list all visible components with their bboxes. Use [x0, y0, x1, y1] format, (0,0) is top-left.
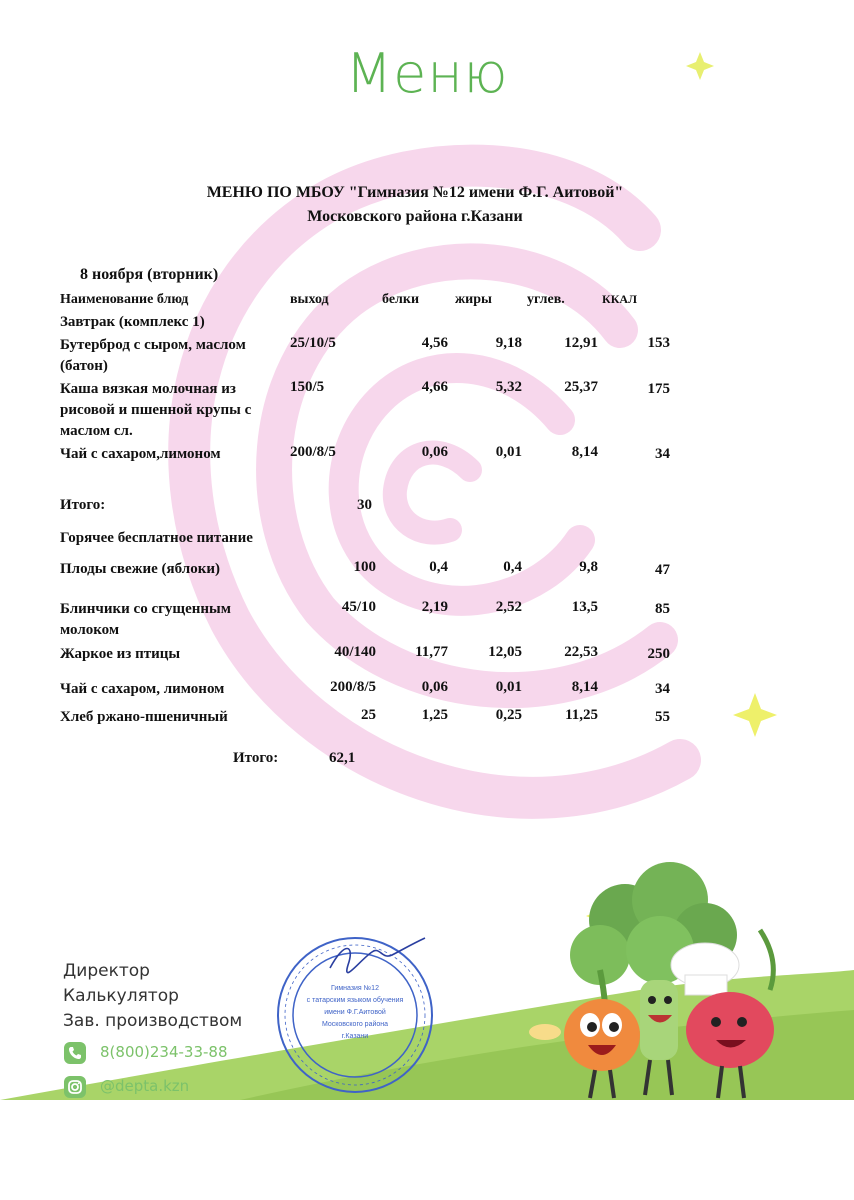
- dish-kcal: 47: [655, 562, 670, 578]
- dish-kcal: 34: [655, 681, 670, 697]
- menu-date: 8 ноября (вторник): [80, 266, 219, 283]
- dish-kcal: 85: [655, 601, 670, 617]
- phone-icon: [64, 1042, 86, 1064]
- pink-spiral: [189, 166, 680, 798]
- col-header-fat: жиры: [455, 292, 492, 307]
- dish-fat: 12,05: [488, 644, 522, 660]
- dish-fat: 2,52: [495, 599, 522, 615]
- role-production-head: Зав. производством: [63, 1011, 243, 1031]
- dish-output: 40/140: [334, 644, 376, 660]
- col-header-carbs: углев.: [527, 292, 565, 307]
- dish-name: Жаркое из птицы: [60, 646, 181, 662]
- stamp-line-4: Московского района: [321, 1021, 389, 1028]
- dish-carbs: 13,5: [571, 599, 598, 615]
- hot-meal-title: Горячее бесплатное питание: [60, 530, 253, 546]
- dish-output: 200/8/5: [330, 679, 376, 695]
- dish-carbs: 8,14: [571, 444, 598, 460]
- dish-output: 150/5: [290, 379, 325, 395]
- dish-output: 200/8/5: [290, 444, 336, 460]
- dish-protein: 0,06: [421, 444, 448, 460]
- dish-protein: 1,25: [421, 707, 448, 723]
- dish-fat: 0,25: [495, 707, 522, 723]
- dish-name: Каша вязкая молочная из рисовой и пшенной крупы с маслом сл.: [60, 381, 252, 439]
- stamp-line-5: г.Казани: [341, 1033, 369, 1040]
- dish-output: 100: [353, 559, 376, 575]
- dish-protein: 4,66: [421, 379, 448, 395]
- col-header-protein: белки: [382, 292, 420, 307]
- breakfast-total-value: 30: [357, 497, 372, 513]
- page-title: Меню: [345, 42, 509, 105]
- dish-kcal: 153: [647, 335, 670, 351]
- breakfast-title: Завтрак (комплекс 1): [60, 314, 205, 330]
- stamp-line-1: Гимназия №12: [331, 985, 379, 992]
- dish-name: Плоды свежие (яблоки): [60, 561, 220, 577]
- hot-meal-total-value: 62,1: [329, 750, 356, 766]
- dish-protein: 11,77: [415, 644, 448, 660]
- dish-kcal: 55: [655, 709, 670, 725]
- instagram-handle[interactable]: @depta.kzn: [100, 1077, 190, 1095]
- dish-name: Бутерброд с сыром, маслом (батон): [60, 337, 246, 374]
- dish-fat: 0,4: [503, 559, 522, 575]
- dish-fat: 0,01: [495, 679, 522, 695]
- dish-output: 25/10/5: [290, 335, 336, 351]
- dish-kcal: 34: [655, 446, 670, 462]
- dish-protein: 4,56: [421, 335, 448, 351]
- dish-output: 25: [361, 707, 376, 723]
- dish-name: Блинчики со сгущенным молоком: [60, 601, 231, 638]
- phone-number[interactable]: 8(800)234-33-88: [100, 1043, 228, 1061]
- dish-fat: 9,18: [495, 335, 522, 351]
- stamp-line-2: с татарским языком обучения: [306, 997, 404, 1004]
- dish-name: Хлеб ржано-пшеничный: [60, 709, 228, 725]
- col-header-output: выход: [290, 292, 329, 307]
- dish-carbs: 11,25: [565, 707, 598, 723]
- dish-name: Чай с сахаром,лимоном: [60, 446, 221, 462]
- school-title-line-2: Московского района г.Казани: [307, 208, 523, 225]
- dish-carbs: 25,37: [564, 379, 598, 395]
- sparkle-right-icon: [733, 693, 777, 737]
- dish-fat: 0,01: [495, 444, 522, 460]
- dish-protein: 0,06: [421, 679, 448, 695]
- dish-protein: 0,4: [429, 559, 448, 575]
- dish-protein: 2,19: [421, 599, 448, 615]
- col-header-kcal: ККАЛ: [602, 292, 638, 306]
- dish-carbs: 12,91: [564, 335, 598, 351]
- breakfast-total-label: Итого:: [60, 497, 106, 513]
- dish-carbs: 22,53: [564, 644, 598, 660]
- instagram-icon: [64, 1076, 86, 1098]
- dish-carbs: 8,14: [571, 679, 598, 695]
- dish-kcal: 175: [647, 381, 670, 397]
- signature: [330, 938, 425, 973]
- dish-kcal: 250: [647, 646, 670, 662]
- dish-name: Чай с сахаром, лимоном: [60, 681, 225, 697]
- role-director: Директор: [63, 961, 150, 981]
- stamp-line-3: имени Ф.Г.Аитовой: [324, 1009, 386, 1016]
- dish-output: 45/10: [341, 599, 376, 615]
- dish-fat: 5,32: [495, 379, 522, 395]
- hot-meal-total-label: Итого:: [233, 750, 279, 766]
- col-header-name: Наименование блюд: [60, 292, 189, 307]
- dish-carbs: 9,8: [579, 559, 598, 575]
- school-title-line-1: МЕНЮ ПО МБОУ "Гимназия №12 имени Ф.Г. Аитовой": [206, 184, 624, 201]
- role-calculator: Калькулятор: [63, 986, 179, 1006]
